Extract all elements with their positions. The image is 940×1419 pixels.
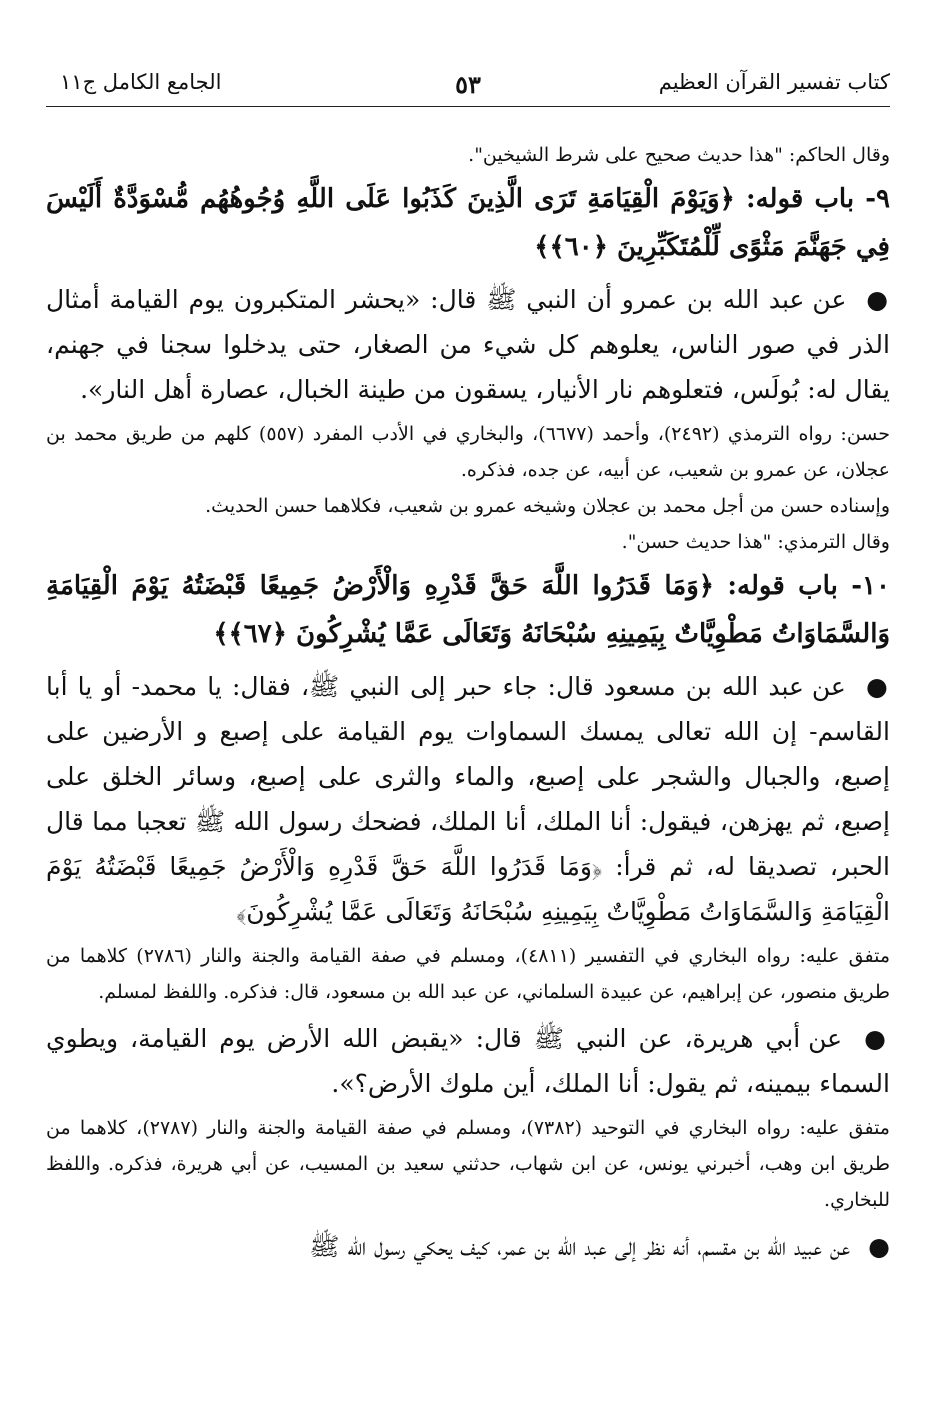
hadith-1 [46, 277, 890, 412]
page-body [46, 137, 890, 1269]
chapter-9-label: ٩- باب قوله: [745, 184, 890, 214]
takhrij-3: متفق عليه: رواه البخاري في التوحيد (٧٣٨٢)، ومسلم في صفة القيامة والجنة والنار (٢٧٨٧)، كلاهما من طريق ابن وهب، أخبرني يونس، عن ابن شهاب، حدثني سعيد بن المسيب، عن أبي هريرة، فذكره. واللفظ للبخاري. [46, 1117, 890, 1211]
isnad-note-1: وإسناده حسن من أجل محمد بن عجلان وشيخه عمرو بن شعيب، فكلاهما حسن الحديث. [205, 495, 890, 517]
bullet-icon: ● [866, 285, 890, 314]
bullet-icon: ● [864, 1024, 890, 1053]
hadith-4 [46, 1224, 890, 1269]
tirmidhi-statement: وقال الترمذي: "هذا حديث حسن". [621, 531, 890, 553]
hadith-3 [46, 1016, 890, 1106]
chapter-10-label: ١٠- باب قوله: [727, 571, 890, 601]
hadith-2-text: عن عبد الله بن مسعود قال: جاء حبر إلى النبي ﷺ، فقال: يا محمد- أو يا أبا القاسم- إن الله تعالى يمسك السماوات يوم القيامة على إصبع و الأرضين على إصبع، والجبال والشجر على إصبع، والماء والثرى على إصبع، وسائر الخلق على إصبع، ثم يهزهن، فيقول: أنا الملك، أنا الملك، فضحك رسول الله ﷺ تعجبا مما قال الحبر، تصديقا له، ثم قرأ: ﴿وَمَا قَدَرُوا اللَّهَ حَقَّ قَدْرِهِ وَالْأَرْضُ جَمِيعًا قَبْضَتُهُ يَوْمَ الْقِيَامَةِ وَالسَّمَاوَاتُ مَطْوِيَّاتٌ بِيَمِينِهِ سُبْحَانَهُ وَتَعَالَى عَمَّا يُشْرِكُونَ﴾ [46, 672, 890, 926]
hadith-1-text: عن عبد الله بن عمرو أن النبي ﷺ قال: «يحشر المتكبرون يوم القيامة أمثال الذر في صور الناس، يعلوهم كل شيء من الصغار، حتى يدخلوا سجنا في جهنم، يقال له: بُولَس، فتعلوهم نار الأنيار، يسقون من طينة الخبال، عصارة أهل النار». [46, 285, 890, 404]
page-header [46, 44, 890, 107]
chapter-9-ayah: ﴿وَيَوْمَ الْقِيَامَةِ تَرَى الَّذِينَ كَذَبُوا عَلَى اللَّهِ وُجُوهُهُم مُّسْوَدَّةٌ أَلَيْسَ فِي جَهَنَّمَ مَثْوًى لِّلْمُتَكَبِّرِينَ ﴿٦٠﴾﴾ [46, 184, 890, 262]
bullet-icon: ● [868, 1232, 890, 1261]
bullet-icon: ● [865, 672, 890, 701]
book-title: كتاب تفسير القرآن العظيم [658, 70, 890, 94]
takhrij-1: حسن: رواه الترمذي (٢٤٩٢)، وأحمد (٦٦٧٧)، والبخاري في الأدب المفرد (٥٥٧) كلهم من طريق محمد بن عجلان، عن عمرو بن شعيب، عن أبيه، عن جده، فذكره. [46, 423, 890, 481]
chapter-9 [46, 175, 890, 271]
hadith-3-text: عن أبي هريرة، عن النبي ﷺ قال: «يقبض الله الأرض يوم القيامة، ويطوي السماء بيمينه، ثم يقول: أنا الملك، أين ملوك الأرض؟». [46, 1024, 890, 1098]
page-number: ٥٣ [455, 70, 481, 99]
hadith-2 [46, 664, 890, 934]
book-page [0, 44, 940, 1419]
hadith-4-text: عن عبيد الله بن مقسم، أنه نظر إلى عبد الله بن عمر، كيف يحكي رسول الله ﷺ [309, 1232, 851, 1261]
chapter-10 [46, 562, 890, 658]
hakim-statement: وقال الحاكم: "هذا حديث صحيح على شرط الشيخين". [468, 144, 890, 166]
volume-title: الجامع الكامل ج١١ [60, 70, 222, 94]
takhrij-2: متفق عليه: رواه البخاري في التفسير (٤٨١١)، ومسلم في صفة القيامة والجنة والنار (٢٧٨٦) كلاهما من طريق منصور، عن إبراهيم، عن عبيدة السلماني، عن عبد الله بن مسعود، قال: فذكره. واللفظ لمسلم. [46, 945, 890, 1003]
chapter-10-ayah: ﴿وَمَا قَدَرُوا اللَّهَ حَقَّ قَدْرِهِ وَالْأَرْضُ جَمِيعًا قَبْضَتُهُ يَوْمَ الْقِيَامَةِ وَالسَّمَاوَاتُ مَطْوِيَّاتٌ بِيَمِينِهِ سُبْحَانَهُ وَتَعَالَى عَمَّا يُشْرِكُونَ ﴿٦٧﴾﴾ [46, 571, 890, 649]
